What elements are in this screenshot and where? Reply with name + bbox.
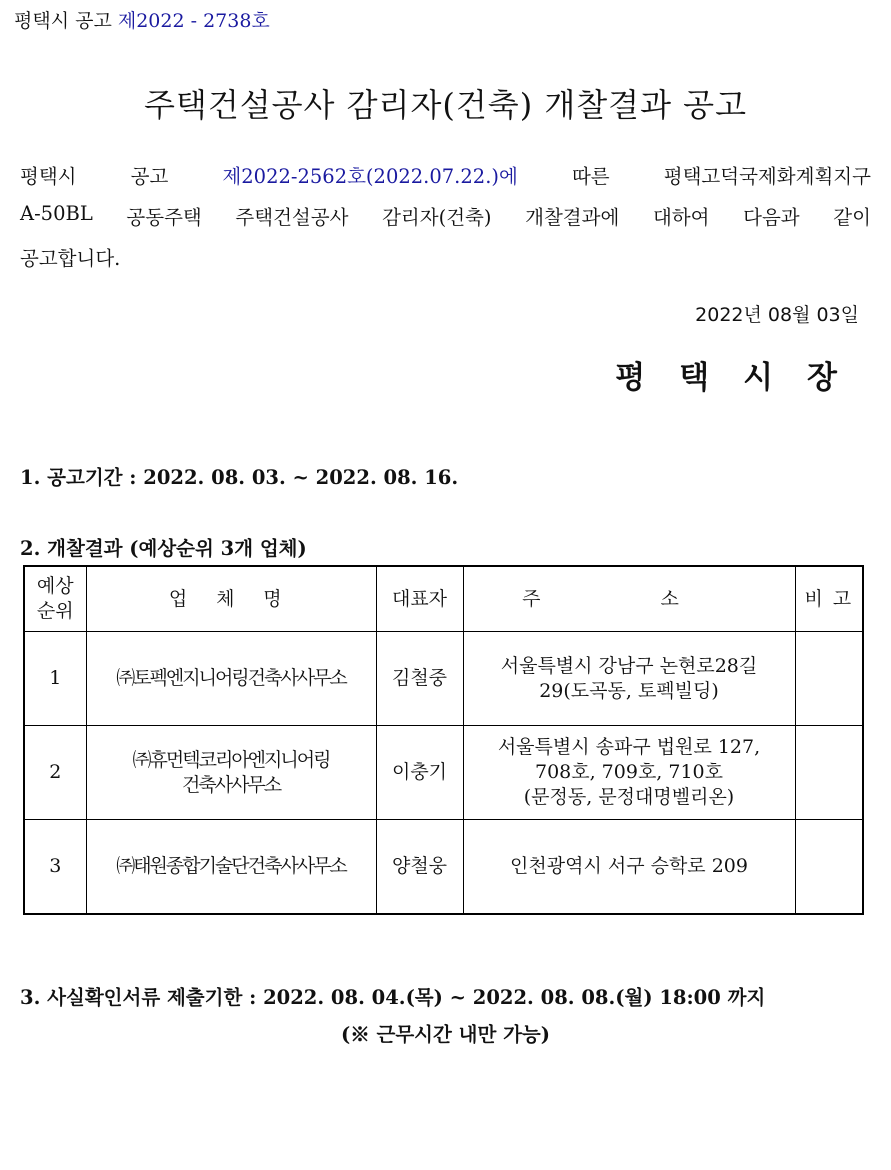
rank-cell: 2	[24, 726, 86, 820]
notice-date: 2022년 08월 03일	[695, 304, 859, 326]
intro-word: 주택건설공사	[235, 206, 349, 229]
note-cell	[795, 726, 863, 820]
rank-cell: 3	[24, 820, 86, 915]
address-line: 29(도곡동, 토펙빌딩)	[539, 679, 719, 702]
address-cell	[463, 820, 795, 915]
section-notice-period: 1. 공고기간 : 2022. 08. 03. ~ 2022. 08. 16.	[20, 466, 459, 489]
intro-word: 같이	[833, 206, 871, 229]
table-row	[24, 632, 863, 726]
section-document-deadline: 3. 사실확인서류 제출기한 : 2022. 08. 04.(목) ~ 2022. 08. 08.(월) 18:00 까지	[20, 986, 766, 1009]
header-note: 비 고	[795, 566, 863, 632]
address-cell	[463, 726, 795, 820]
issuer-signature: 평택시장	[615, 360, 871, 396]
note-cell	[795, 820, 863, 915]
address-line: 서울특별시 강남구 논현로28길	[500, 654, 758, 677]
address-line: 708호, 709호, 710호	[534, 761, 724, 784]
header-rank-line: 예상	[36, 575, 74, 598]
company-cell	[86, 726, 376, 820]
intro-line-2	[20, 202, 871, 230]
address-line: (문정동, 문정대명벨리온)	[523, 785, 735, 808]
company-name: ㈜태원종합기술단건축사사무소	[116, 855, 346, 878]
section-results: 2. 개찰결과 (예상순위 3개 업체)	[20, 537, 307, 560]
table-header-row	[24, 566, 863, 632]
intro-word: 평택고덕국제화계획지구	[663, 165, 871, 188]
address-line: 인천광역시 서구 승학로 209	[510, 855, 748, 878]
address-line: 서울특별시 송파구 법원로 127,	[497, 736, 761, 759]
intro-word: 다음과	[743, 206, 800, 229]
notice-prefix: 평택시 공고	[14, 10, 112, 32]
representative-cell: 양철웅	[376, 820, 463, 915]
page-title: 주택건설공사 감리자(건축) 개찰결과 공고	[144, 86, 747, 124]
results-table	[23, 565, 864, 915]
rank-cell: 1	[24, 632, 86, 726]
table-row	[24, 726, 863, 820]
company-name: ㈜토펙엔지니어링건축사사무소	[116, 667, 346, 690]
intro-word: 공동주택	[126, 206, 202, 229]
company-cell	[86, 820, 376, 915]
note-cell	[795, 632, 863, 726]
address-cell	[463, 632, 795, 726]
intro-word: 감리자(건축)	[382, 206, 492, 229]
header-company: 업 체 명	[86, 566, 376, 632]
intro-word: 공고	[130, 165, 169, 188]
intro-word: A-50BL	[20, 202, 93, 225]
representative-cell: 이충기	[376, 726, 463, 820]
company-name: 건축사사무소	[181, 773, 281, 796]
intro-word: 평택시	[20, 165, 77, 188]
header-address: 주 소	[463, 566, 795, 632]
company-cell	[86, 632, 376, 726]
intro-line-3: 공고합니다.	[20, 247, 121, 270]
intro-word: 개찰결과에	[525, 206, 620, 229]
deadline-note: (※ 근무시간 내만 가능)	[340, 1023, 550, 1046]
document-number	[14, 6, 270, 33]
header-representative: 대표자	[376, 566, 463, 632]
intro-word: 따른	[571, 165, 610, 188]
intro-word: 대하여	[652, 206, 710, 229]
representative-cell: 김철중	[376, 632, 463, 726]
notice-number: 제2022 - 2738호	[117, 10, 270, 32]
header-rank	[24, 566, 86, 632]
referenced-notice: 제2022-2562호(2022.07.22.)에	[222, 165, 518, 188]
company-name: ㈜휴먼텍코리아엔지니어링	[132, 748, 330, 771]
header-rank-line: 순위	[36, 600, 74, 622]
table-row	[24, 820, 863, 915]
intro-line-1	[20, 161, 871, 189]
